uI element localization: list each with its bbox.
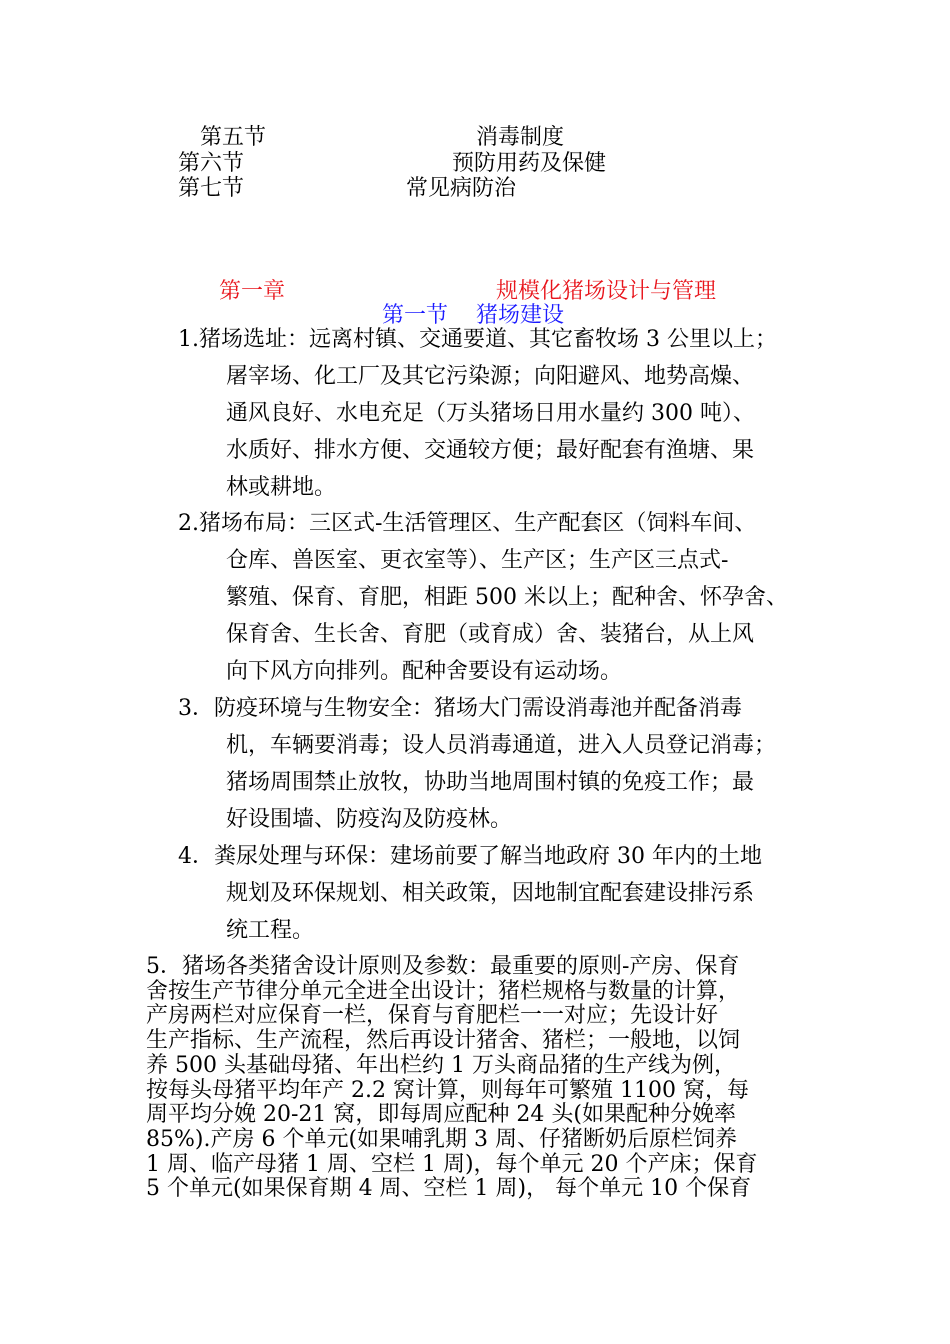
section-label: 第一节 bbox=[382, 303, 449, 328]
paragraph-line: 5．猪场各类猪舍设计原则及参数：最重要的原则-产房、保育 bbox=[146, 954, 740, 979]
list-item-line: 仓库、兽医室、更衣室等）、生产区；生产区三点式- bbox=[226, 548, 729, 573]
paragraph-line: 养 500 头基础母猪、年出栏约 1 万头商品猪的生产线为例， bbox=[146, 1052, 736, 1078]
list-item-line: 规划及环保规划、相关政策，因地制宜配套建设排污系 bbox=[226, 881, 755, 906]
list-item-line: 水质好、排水方便、交通较方便；最好配套有渔塘、果 bbox=[226, 438, 755, 463]
list-item-line: 猪场周围禁止放牧，协助当地周围村镇的免疫工作；最 bbox=[226, 770, 755, 795]
list-item-line: 2.猪场布局：三区式-生活管理区、生产配套区（饲料车间、 bbox=[178, 511, 757, 536]
section-title: 猪场建设 bbox=[476, 303, 565, 328]
chapter-title: 规模化猪场设计与管理 bbox=[496, 279, 717, 304]
chapter-label: 第一章 bbox=[219, 279, 286, 304]
paragraph-line: 舍按生产节律分单元全进全出设计；猪栏规格与数量的计算， bbox=[146, 978, 741, 1004]
toc-section-5: 第五节 bbox=[200, 125, 267, 150]
list-item-line: 林或耕地。 bbox=[226, 475, 337, 500]
toc-section-7: 第七节 bbox=[178, 176, 245, 201]
list-item-line: 保育舍、生长舍、育肥（或育成）舍、装猪台，从上风 bbox=[226, 622, 755, 647]
paragraph-line: 周平均分娩 20-21 窝，即每周应配种 24 头(如果配种分娩率 bbox=[146, 1102, 736, 1128]
toc-title-7: 常见病防治 bbox=[406, 176, 517, 201]
list-item-biosecurity bbox=[178, 690, 776, 838]
list-item-line: 繁殖、保育、育肥，相距 500 米以上；配种舍、怀孕舍、 bbox=[226, 585, 788, 610]
toc-title-6: 预防用药及保健 bbox=[452, 151, 607, 176]
paragraph-line: 1 周、临产母猪 1 周、空栏 1 周)，每个单元 20 个产床；保育 bbox=[146, 1151, 758, 1177]
list-item-line: 1.猪场选址：远离村镇、交通要道、其它畜牧场 3 公里以上； bbox=[178, 327, 777, 352]
list-item-line: 好设围墙、防疫沟及防疫林。 bbox=[226, 807, 513, 832]
paragraph-line: 生产指标、生产流程，然后再设计猪舍、猪栏；一般地，以饲 bbox=[146, 1028, 741, 1054]
list-item-line: 3．防疫环境与生物安全：猪场大门需设消毒池并配备消毒 bbox=[178, 696, 742, 721]
paragraph-line: 按每头母猪平均年产 2.2 窝计算，则每年可繁殖 1100 窝，每 bbox=[146, 1077, 749, 1103]
list-item-line: 4．粪尿处理与环保：建场前要了解当地政府 30 年内的土地 bbox=[178, 844, 762, 869]
paragraph-line: 产房两栏对应保育一栏，保育与育肥栏一一对应；先设计好 bbox=[146, 1003, 719, 1029]
list-item-barn-design bbox=[146, 955, 846, 1202]
toc-section-6: 第六节 bbox=[178, 151, 245, 176]
list-item-site-selection bbox=[178, 321, 777, 506]
list-item-line: 统工程。 bbox=[226, 918, 315, 943]
paragraph-line: 5 个单元(如果保育期 4 周、空栏 1 周)， 每个单元 10 个保育 bbox=[146, 1176, 752, 1202]
list-item-line: 屠宰场、化工厂及其它污染源；向阳避风、地势高燥、 bbox=[226, 364, 755, 389]
list-item-line: 向下风方向排列。配种舍要设有运动场。 bbox=[226, 659, 623, 684]
list-item-line: 通风良好、水电充足（万头猪场日用水量约 300 吨）、 bbox=[226, 401, 755, 426]
toc-title-5: 消毒制度 bbox=[476, 125, 565, 150]
list-item-waste-treatment bbox=[178, 838, 762, 949]
list-item-layout bbox=[178, 505, 788, 690]
paragraph-line: 85%).产房 6 个单元(如果哺乳期 3 周、仔猪断奶后原栏饲养 bbox=[146, 1126, 738, 1152]
list-item-line: 机，车辆要消毒；设人员消毒通道，进入人员登记消毒； bbox=[226, 733, 777, 758]
